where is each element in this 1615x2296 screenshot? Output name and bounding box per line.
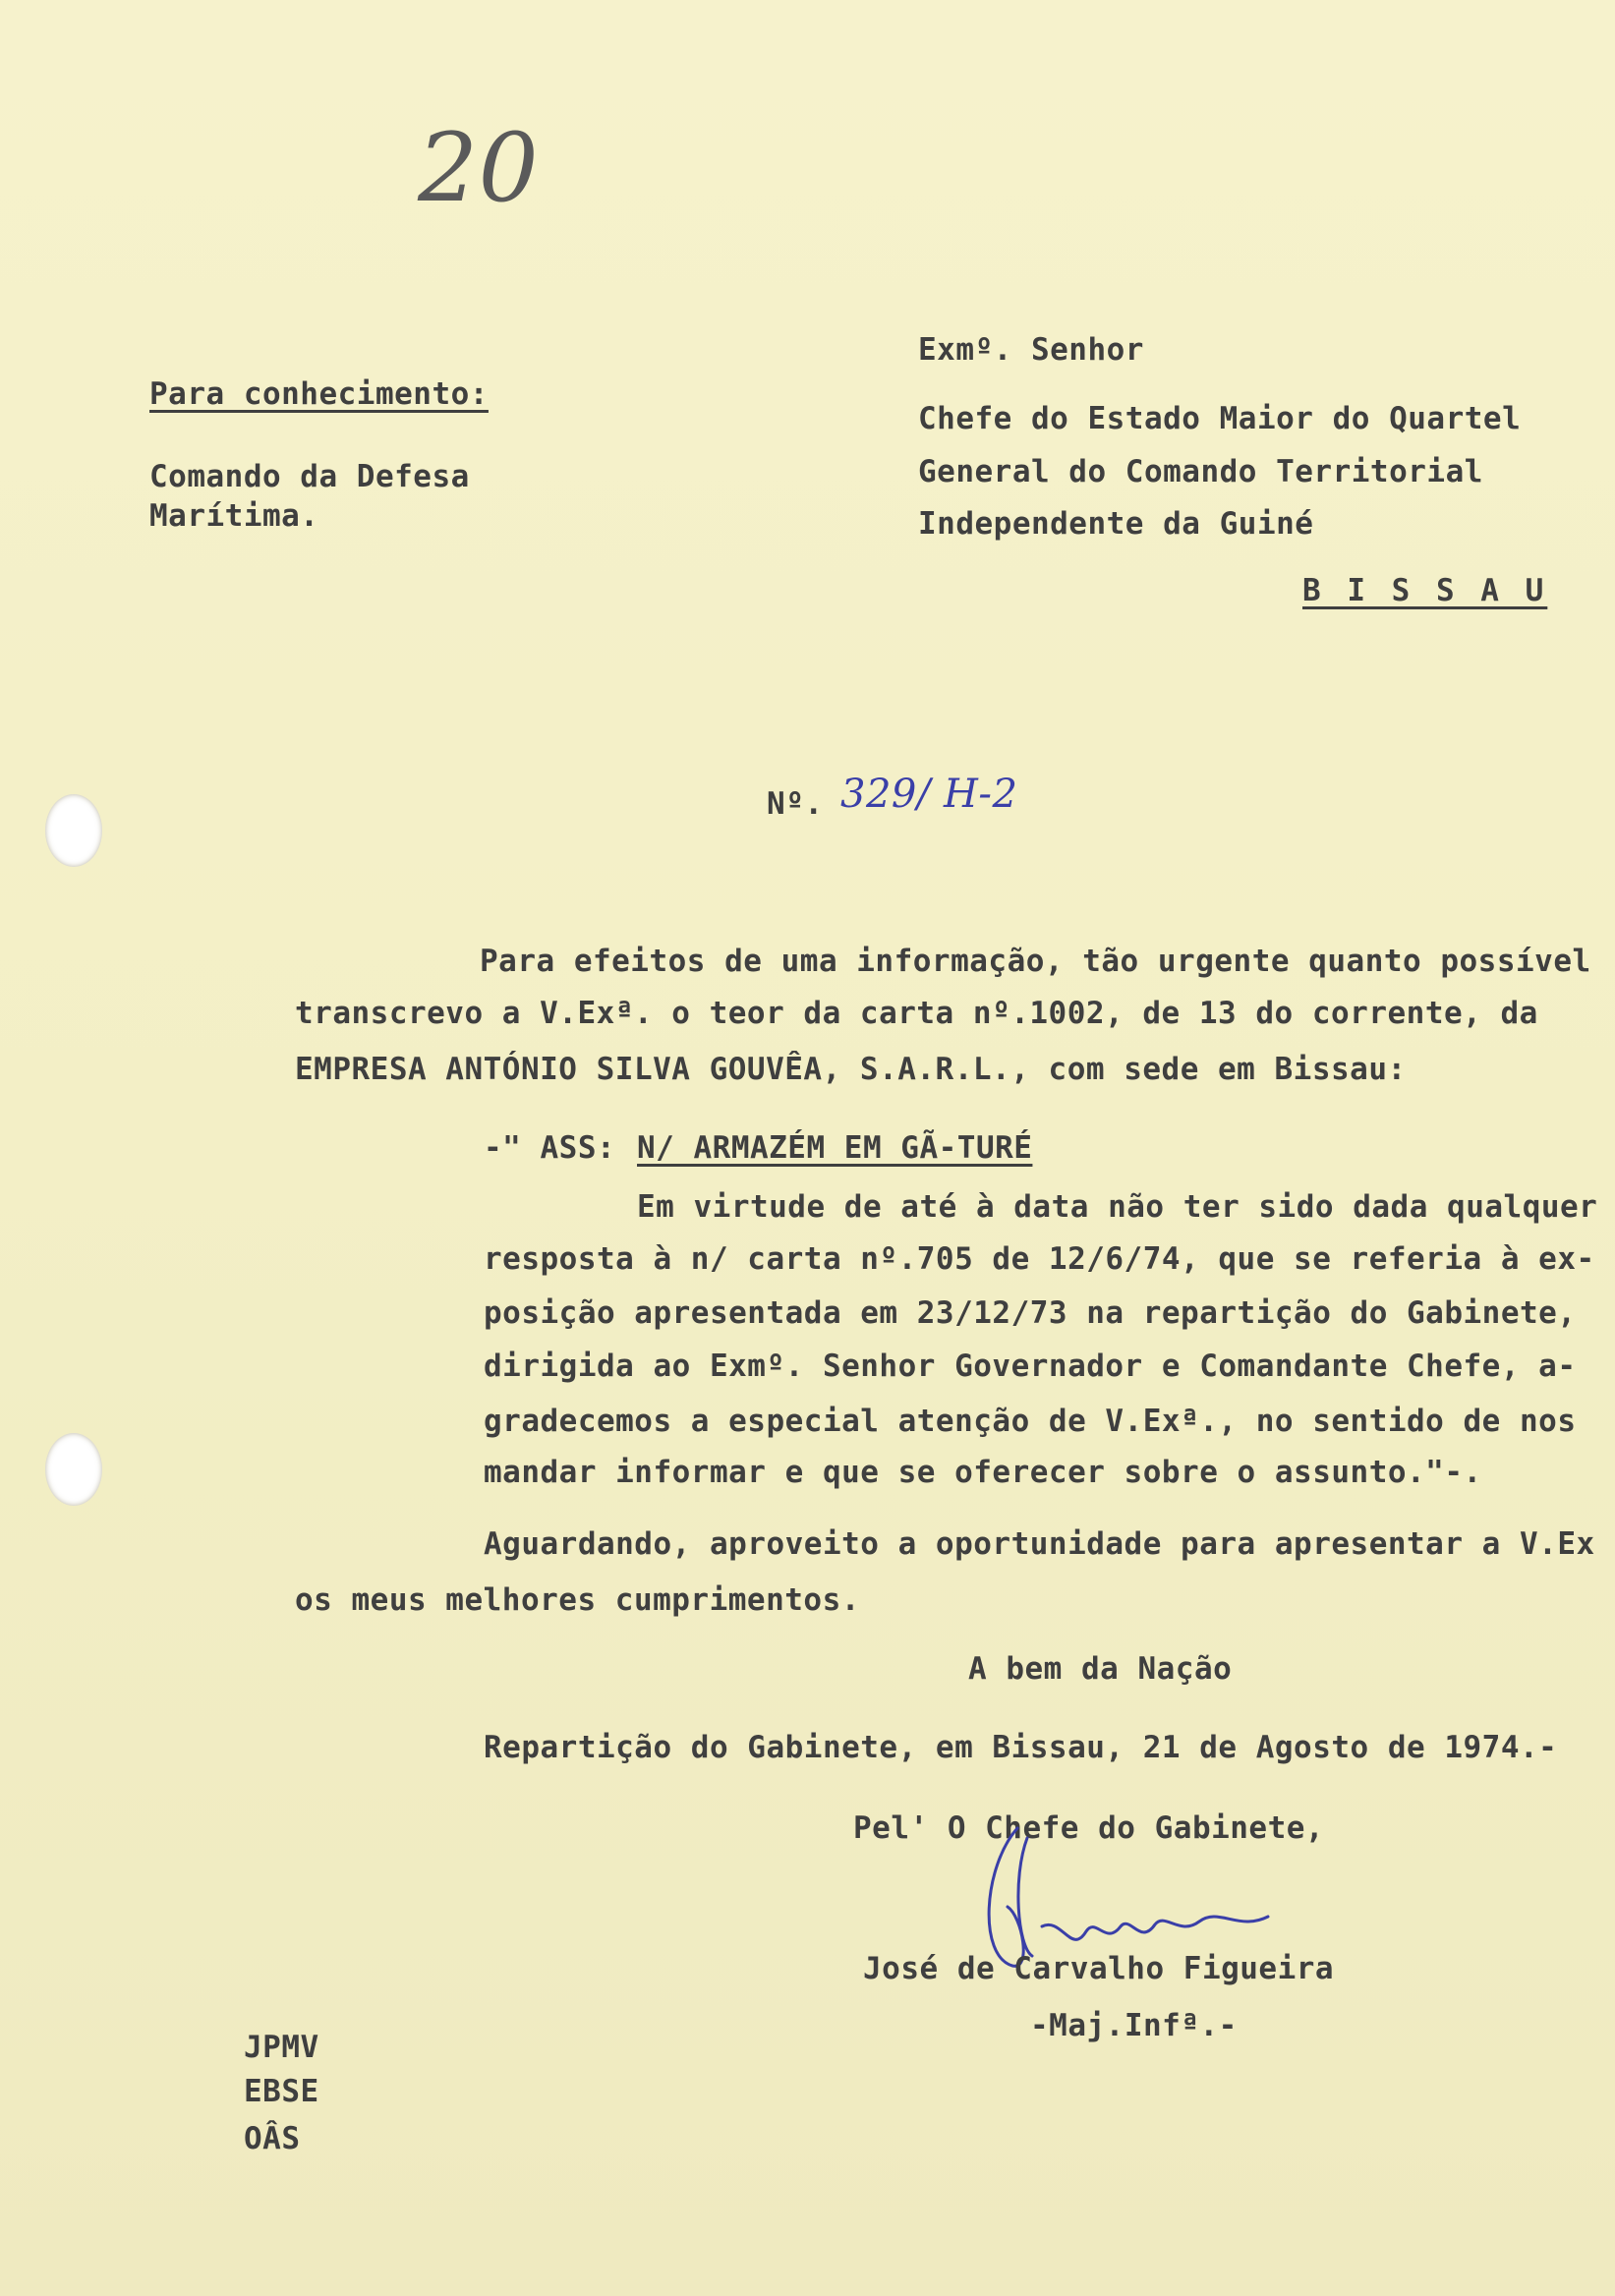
- ref-number: 329/ H-2: [840, 772, 1018, 817]
- initials-3: OÂS: [244, 2121, 301, 2156]
- page-number: 20: [418, 113, 540, 223]
- quote-line2: resposta à n/ carta nº.705 de 12/6/74, que se referia à ex-: [484, 1241, 1595, 1277]
- addressee-line2: General do Comando Territorial: [918, 454, 1483, 489]
- signatory-name: José de Carvalho Figueira: [863, 1951, 1335, 1986]
- body-p1-line2: transcrevo a V.Exª. o teor da carta nº.1002, de 13 do corrente, da: [295, 996, 1538, 1031]
- quote-line6: mandar informar e que se oferecer sobre o assunto."-.: [484, 1455, 1482, 1490]
- initials-1: JPMV: [244, 2030, 319, 2065]
- initials-2: EBSE: [244, 2074, 319, 2109]
- subject: N/ ARMAZÉM EM GÃ-TURÉ: [637, 1130, 1033, 1166]
- signatory-rank: -Maj.Infª.-: [1030, 2008, 1238, 2043]
- ref-label: Nº.: [767, 786, 824, 822]
- body-p1-line1: Para efeitos de uma informação, tão urgente quanto possível: [480, 944, 1591, 979]
- quote-line1: Em virtude de até à data não ter sido dada qualquer: [637, 1189, 1598, 1225]
- addressee-line1: Chefe do Estado Maior do Quartel: [918, 401, 1522, 436]
- punch-hole-bottom: [45, 1433, 102, 1506]
- quote-line4: dirigida ao Exmº. Senhor Governador e Comandante Chefe, a-: [484, 1349, 1577, 1384]
- motto: A bem da Nação: [968, 1651, 1233, 1687]
- addressee-line3: Independente da Guiné: [918, 506, 1314, 542]
- body-p2-line1: Aguardando, aproveito a oportunidade para apresentar a V.Ex: [484, 1526, 1595, 1562]
- salutation: Exmº. Senhor: [918, 332, 1144, 368]
- signatory-for: Pel' O Chefe do Gabinete,: [853, 1810, 1325, 1846]
- place-date: Repartição do Gabinete, em Bissau, 21 de Agosto de 1974.-: [484, 1730, 1558, 1765]
- quote-line3: posição apresentada em 23/12/73 na repartição do Gabinete,: [484, 1295, 1577, 1331]
- quote-line5: gradecemos a especial atenção de V.Exª., no sentido de nos: [484, 1404, 1577, 1439]
- cc-line2: Marítima.: [149, 498, 319, 534]
- punch-hole-top: [45, 794, 102, 867]
- cc-line1: Comando da Defesa: [149, 459, 470, 494]
- addressee-city: B I S S A U: [1302, 573, 1548, 608]
- subject-prefix: -" ASS:: [484, 1130, 616, 1166]
- body-p1-line3: EMPRESA ANTÓNIO SILVA GOUVÊA, S.A.R.L., com sede em Bissau:: [295, 1052, 1407, 1087]
- cc-heading: Para conhecimento:: [149, 376, 489, 412]
- body-p2-line2: os meus melhores cumprimentos.: [295, 1582, 860, 1618]
